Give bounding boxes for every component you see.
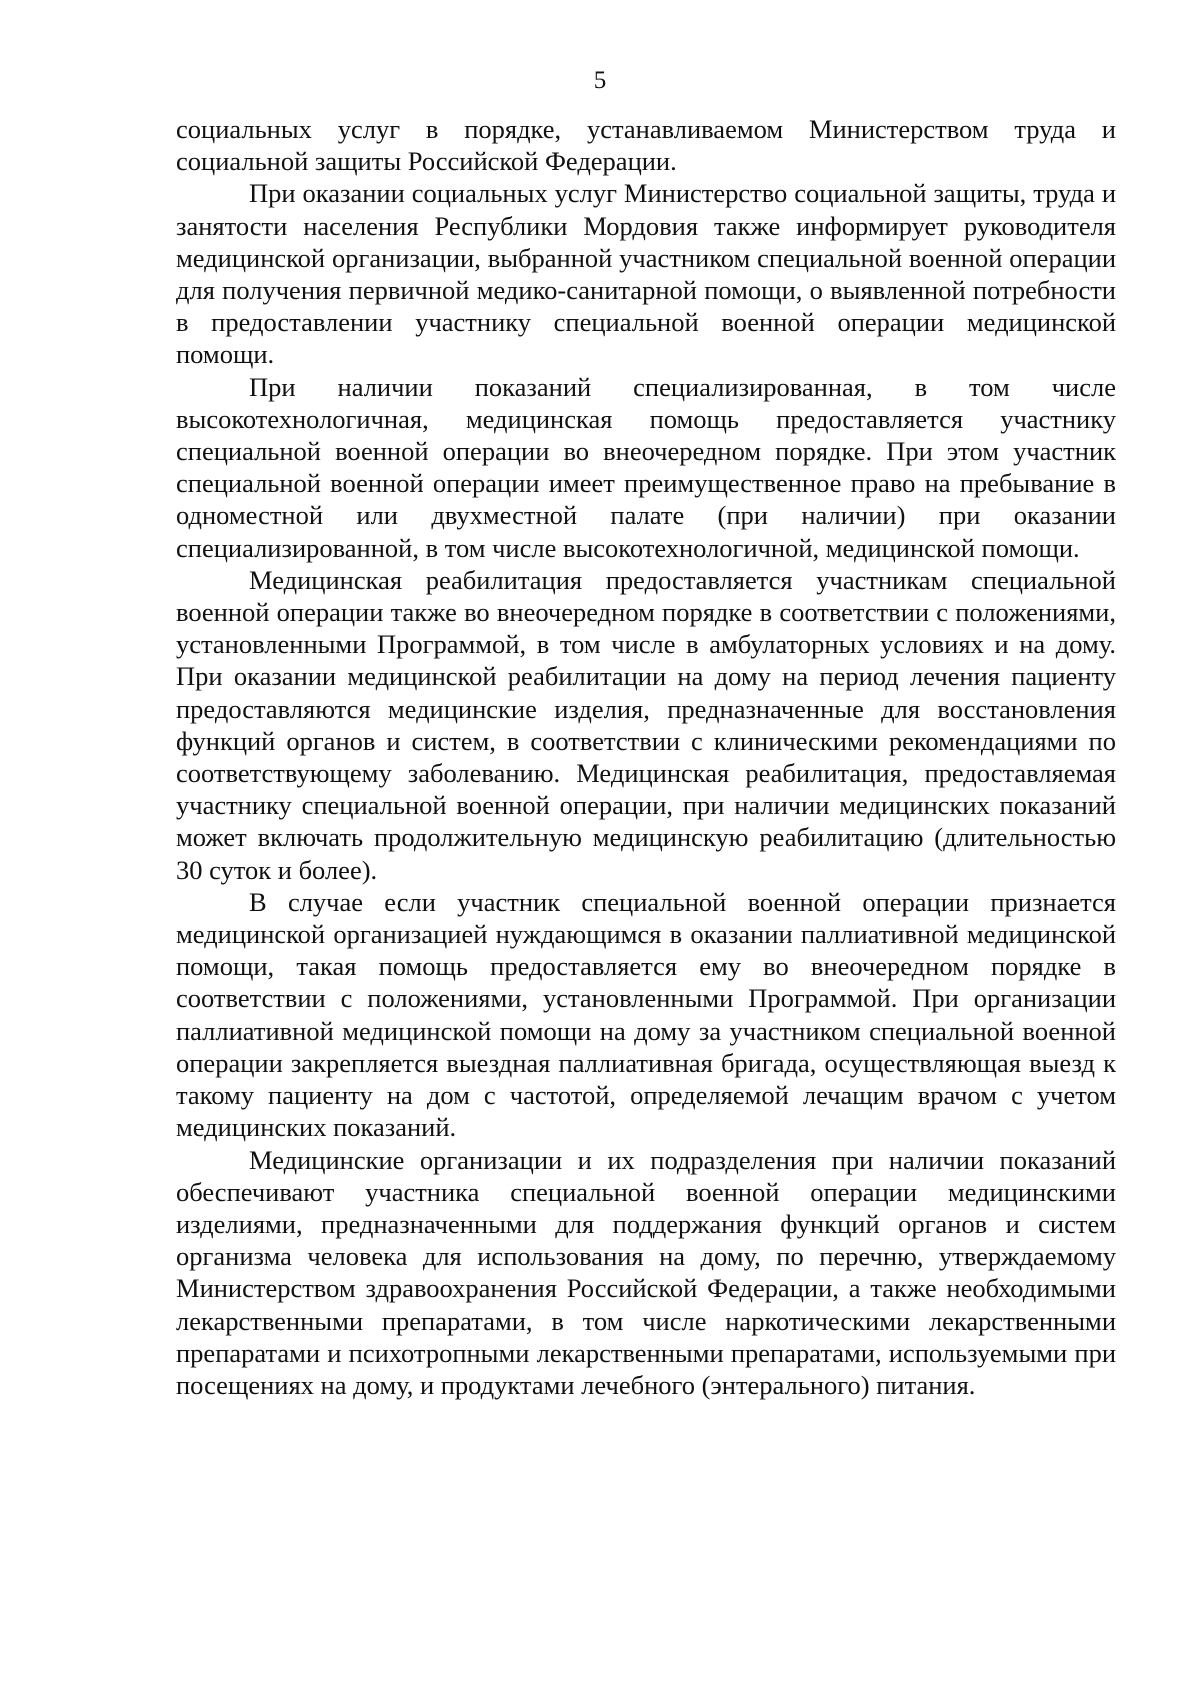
paragraph-rehabilitation: Медицинская реабилитация предоставляется участникам специальной военной операции также во внеочередном порядке в соответствии с положениями, установленными Программой, в том числе в амбулаторных условиях и на дому. При оказании медицинской реабилитации на дому на период лечения пациенту предоставляются медицинские изделия, предназначенные для восстановления функций органов и систем, в соответствии с клиническими рекомендациями по соответствующему заболеванию. Медицинская реабилитация, предоставляемая участнику специальной военной операции, при наличии медицинских показаний может включать продолжительную медицинскую реабилитацию (длительностью 30 суток и более).: [176, 564, 1116, 885]
paragraph-informing-head: При оказании социальных услуг Министерство социальной защиты, труда и занятости населения Республики Мордовия также информирует руководителя медицинской организации, выбранной участником специальной военной операции для получения первичной медико-санитарной помощи, о выявленной потребности в предоставлении участнику специальной военной операции медицинской помощи.: [176, 178, 1116, 370]
paragraph-specialized-care: При наличии показаний специализированная, в том числе высокотехнологичная, медицинская помощь предоставляется участнику специальной военной операции во внеочередном порядке. При этом участник специальной военной операции имеет преимущественное право на пребывание в одноместной или двухместной палате (при наличии) при оказании специализированной, в том числе высокотехнологичной, медицинской помощи.: [176, 371, 1116, 563]
paragraph-continuation: социальных услуг в порядке, устанавливаемом Министерством труда и социальной защиты Российской Федерации.: [176, 114, 1116, 177]
paragraph-medical-devices: Медицинские организации и их подразделения при наличии показаний обеспечивают участника специальной военной операции медицинскими изделиями, предназначенными для поддержания функций органов и систем организма человека для использования на дому, по перечню, утверждаемому Министерством здравоохранения Российской Федерации, а также необходимыми лекарственными препаратами, в том числе наркотическими лекарственными препаратами и психотропными лекарственными препаратами, используемыми при посещениях на дому, и продуктами лечебного (энтерального) питания.: [176, 1144, 1116, 1400]
paragraph-palliative-care: В случае если участник специальной военной операции признается медицинской организацией нуждающимся в оказании паллиативной медицинской помощи, такая помощь предоставляется ему во внеочередном порядке в соответствии с положениями, установленными Программой. При организации паллиативной медицинской помощи на дому за участником специальной военной операции закрепляется выездная паллиативная бригада, осуществляющая выезд к такому пациенту на дом с частотой, определяемой лечащим врачом с учетом медицинских показаний.: [176, 886, 1116, 1143]
document-body: [176, 113, 1116, 1401]
page-number: 5: [593, 67, 607, 94]
